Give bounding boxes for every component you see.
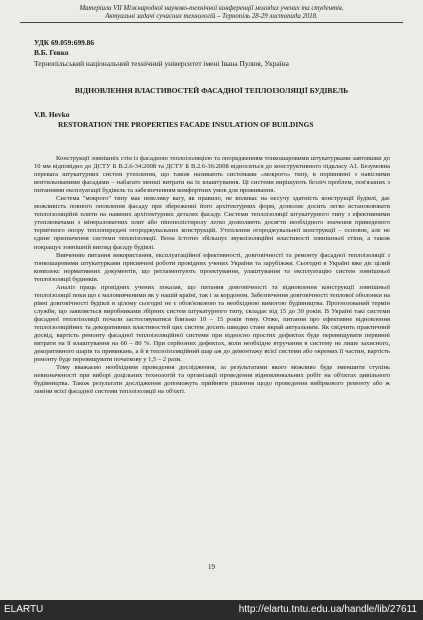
paragraph: Тому вважаємо необхідним проведення дослідження, за результатами якого можливо буде зменшити ступінь невизначеності при виборі доцільних технологій та організації проведення відновлювальних робіт на об'єктах цивільного будівництва. Також результати дослідження допоможуть прийняти рішення щодо проведення вибіркового ремонту або ж заміни всієї фасадної системи теплоізоляції на об'єкті. — [34, 364, 390, 396]
header-line-1: Матеріали VII Міжнародної науково-технічної конференції молодих учених та студентів. — [79, 5, 344, 12]
repository-footer — [0, 600, 423, 620]
author-en: V.B. Hevko — [34, 110, 70, 119]
udc-code: УДК 69.059:699.86 — [34, 38, 95, 47]
footer-handle-link[interactable]: http://elartu.tntu.edu.ua/handle/lib/27611 — [238, 604, 417, 615]
title-ua: ВІДНОВЛЕННЯ ВЛАСТИВОСТЕЙ ФАСАДНОЇ ТЕПЛОІЗОЛЯЦІЇ БУДІВЕЛЬ — [74, 86, 349, 95]
page-number: 19 — [208, 563, 215, 571]
paragraph: Вивченню питання використання, експлуатаційної ефективності, довговічності та ремонту фасадної теплоізоляції з тонкошаровими штукатурками присвячені роботи провідних учених України та зарубіжжя. Сьогодні в Україні вже діє цілий комплекс нормативних документів, що регламентують проектування, улаштування та експлуатацію систем зовнішньої теплоізоляції будинків. — [34, 251, 390, 283]
paragraph: Конструкції зовнішніх стін із фасадною теплоізоляцією та опорядженням тонкошаровими штукатурками завтовшки до 10 мм відповідно до ДСТУ Б В.2.6-34:2008 та ДСТУ Б В.2.6-36:2008 відносяться до конструктивного підкласу А1. Безумовна перевага штукатурних систем утеплення, що також називають системами «мокрого» типу, в порівнянні з навісними вентильованими фасадами – набагато менші витрати на їх влаштування. Ці системи вирішують безліч проблем, пов'язаних з питаннями експлуатації будівель та забезпеченням комфортних умов для проживання. — [34, 155, 390, 195]
paragraph: Система "мокрого" типу має невелику вагу, як правило, не впливає на несучу здатність конструкції будівлі, дає можливість повного оновлення фасаду при збереженні його архітектурних форм, дозволяє досить легко встановлювати теплоізоляційні плити на наявних архітектурних деталях фасаду. Системи теплоізоляції штукатурного типу з ефективними утеплювачами з мінераловатних плит або пінополістиролу легко дозволяють досягти необхідного значення приведеного термічного опору теплопередачі огороджувальних конструкцій. Утеплення огороджувальної конструкції – основне, але не єдине призначення системи теплоізоляції. Вона істотно збільшує звукоізоляційні властивості зовнішньої стіни, а також покращує зовнішній вигляд фасаду будівлі. — [34, 195, 390, 251]
paragraph: Аналіз праць провідних учених показав, що питання довговічності та відновлення конструкції зовнішньої теплоізоляції поки що є маловивченими як у нашій країні, так і за кордоном. Забезпечення довговічності теплової оболонки на рівні довговічності будівлі в цілому сьогодні не є обов'язковою та необхідною вимогою будівництва. Прогнозований термін служби, що заявляється виробниками збірних систем штукатурного типу, складає від 15 до 30 років. В Україні такі системи фасадної теплоізоляції почали застосовуватися близько 10 – 15 років тому. Отже, питання про ефективне відновлення теплоізоляційних та декоративних властивостей цих систем досить швидко стане вкрай актуальним. Як свідчить практичний досвід, вартість ремонту фасадної теплоізоляційної системи при відносно простих дефектах буде перевищувати первинні витрати на її влаштування на 60 – 80 %. При серйозних дефектах, коли необхідне втручання в систему не лише захисного, декоративного шарів та примикань, а й в теплоізоляційний шар аж до демонтажу всієї системи або окремих її частин, вартість ремонту буде перевищувати початкову у 1,5 – 2 рази. — [34, 283, 390, 364]
title-en: RESTORATION THE PROPERTIES FACADE INSULATION OF BUILDINGS — [58, 120, 314, 129]
author-affiliation: Тернопільський національний технічний університет імені Івана Пулюя, Україна — [34, 59, 289, 68]
conference-header — [20, 5, 403, 23]
author-ua: В.Б. Гевко — [34, 48, 69, 57]
header-line-2: Актуальні задачі сучасних технологій – Тернопіль 28-29 листопада 2018. — [105, 13, 318, 21]
article-body — [34, 155, 390, 396]
footer-repository-name: ELARTU — [4, 604, 44, 615]
